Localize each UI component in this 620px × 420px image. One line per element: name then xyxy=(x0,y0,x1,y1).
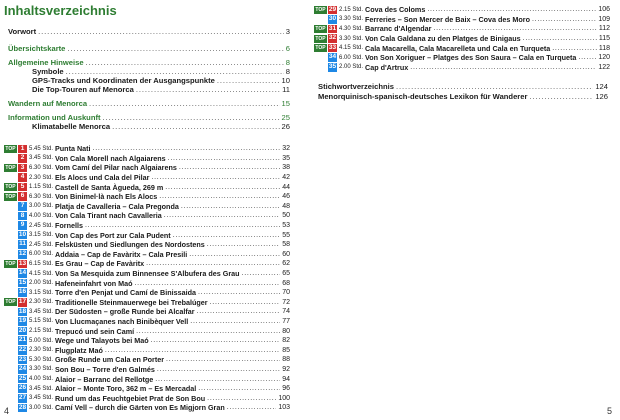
tour-page: 103 xyxy=(278,404,290,412)
tour-number-badge: 28 xyxy=(18,403,27,411)
tour-entry[interactable] xyxy=(4,317,290,327)
tour-page: 80 xyxy=(282,327,290,335)
dot-leader xyxy=(136,86,280,95)
appendix-title: Menorquinisch-spanisch-deutsches Lexikon für Wanderer xyxy=(318,91,528,101)
tour-duration: 6.30 Std. xyxy=(29,164,54,171)
toc-entry[interactable] xyxy=(8,123,290,132)
tour-number-badge: 24 xyxy=(18,365,27,373)
tour-number-badge: 22 xyxy=(18,345,27,353)
tour-entry[interactable] xyxy=(4,173,290,183)
dot-leader xyxy=(86,59,284,68)
dot-leader xyxy=(93,145,281,152)
toc-entry-page: 11 xyxy=(282,85,290,94)
dot-leader xyxy=(85,222,280,229)
tour-number-badge: 31 xyxy=(328,24,337,32)
tour-duration: 2.45 Std. xyxy=(29,222,54,229)
tour-number-badge: 33 xyxy=(328,43,337,51)
tour-name: Cala Macarella, Cala Macarelleta und Cala en Turqueta xyxy=(365,43,551,53)
page-title: Inhaltsverzeichnis xyxy=(4,3,117,18)
dot-leader xyxy=(112,123,279,132)
right-page xyxy=(310,0,620,420)
tour-duration: 3.15 Std. xyxy=(29,289,54,296)
tour-entry[interactable] xyxy=(4,374,290,384)
tour-duration: 2.30 Std. xyxy=(29,347,54,354)
top-tour-badge xyxy=(4,222,17,230)
tour-name: Flugplatz Maó xyxy=(55,345,103,355)
tour-duration: 6.30 Std. xyxy=(29,193,54,200)
tour-page: 122 xyxy=(598,63,610,71)
tour-page: 100 xyxy=(278,394,290,402)
appendix-entry[interactable] xyxy=(318,83,608,92)
tour-page: 58 xyxy=(282,241,290,249)
dot-leader xyxy=(433,25,596,32)
tour-number-badge: 10 xyxy=(18,230,27,238)
dot-leader xyxy=(396,83,593,92)
tour-duration: 3.30 Std. xyxy=(339,35,364,42)
dot-leader xyxy=(136,328,280,335)
tour-name: Von Son Xoriguer – Platges des Son Saura – Cala en Turqueta xyxy=(365,53,577,63)
toc-entry-title: Übersichtskarte xyxy=(8,44,66,53)
dot-leader xyxy=(217,77,280,86)
tour-name: Große Runde um Cala en Porter xyxy=(55,355,165,365)
tour-duration: 5.30 Std. xyxy=(29,356,54,363)
tour-number-badge: 20 xyxy=(18,326,27,334)
tour-entry[interactable] xyxy=(314,15,610,25)
top-tour-badge xyxy=(4,365,17,373)
dot-leader xyxy=(207,241,280,248)
tour-name: Vom Camí del Pilar nach Algaiarens xyxy=(55,163,177,173)
tour-entry[interactable] xyxy=(4,221,290,231)
tour-name: Addaia – Cap de Favàritx – Cala Presili xyxy=(55,249,188,259)
tour-page: 82 xyxy=(282,337,290,345)
dot-leader xyxy=(189,251,280,258)
tour-name: Traditionelle Steinmauerwege bei Trebalúger xyxy=(55,297,208,307)
tour-entry[interactable] xyxy=(4,355,290,365)
tour-duration: 2.00 Std. xyxy=(29,280,54,287)
tour-entry[interactable] xyxy=(4,211,290,221)
tour-page: 85 xyxy=(282,346,290,354)
toc-entry-page: 15 xyxy=(281,99,290,108)
tour-duration: 5.45 Std. xyxy=(29,145,54,152)
tour-duration: 3.15 Std. xyxy=(29,232,54,239)
dot-leader xyxy=(38,28,284,37)
top-tour-badge xyxy=(4,346,17,354)
tour-number-badge: 17 xyxy=(18,298,27,305)
top-tour-badge xyxy=(4,154,17,162)
tour-page: 118 xyxy=(598,44,610,52)
tour-page: 112 xyxy=(598,25,610,33)
tour-duration: 5.15 Std. xyxy=(29,318,54,325)
tour-page: 42 xyxy=(282,174,290,182)
tour-page: 92 xyxy=(282,365,290,373)
tour-duration: 2.30 Std. xyxy=(29,299,54,306)
tour-number-badge: 16 xyxy=(18,288,27,296)
tour-duration: 3.00 Std. xyxy=(29,203,54,210)
top-tour-badge xyxy=(4,356,17,364)
tour-number-badge: 12 xyxy=(18,250,27,258)
top-tour-badge: TOP xyxy=(315,35,326,42)
toc-entry-title: Information und Auskunft xyxy=(8,113,101,122)
tour-entry[interactable] xyxy=(4,384,290,394)
top-tour-badge: TOP xyxy=(5,260,16,267)
tour-entry[interactable] xyxy=(4,393,290,403)
tour-number-badge: 19 xyxy=(18,317,27,325)
top-tour-badge xyxy=(4,250,17,258)
tour-entry[interactable] xyxy=(4,163,290,173)
tour-duration: 3.00 Std. xyxy=(29,404,54,411)
dot-leader xyxy=(410,64,596,71)
dot-leader xyxy=(134,280,280,287)
top-tour-badge xyxy=(4,279,17,287)
dot-leader xyxy=(427,6,596,13)
dot-leader xyxy=(197,308,281,315)
top-tour-badge xyxy=(4,394,17,402)
tour-entry[interactable] xyxy=(4,336,290,346)
tour-number-badge: 1 xyxy=(18,145,27,154)
tour-page: 35 xyxy=(282,154,290,162)
dot-leader xyxy=(190,318,280,325)
dot-leader xyxy=(151,174,280,181)
dot-leader xyxy=(157,366,280,373)
tour-duration: 2.45 Std. xyxy=(29,241,54,248)
tour-duration: 4.15 Std. xyxy=(339,45,364,52)
tour-number-badge: 27 xyxy=(18,393,27,401)
tour-entry[interactable] xyxy=(4,365,290,375)
top-tour-badge xyxy=(4,317,17,325)
tour-number-badge: 30 xyxy=(328,15,337,23)
dot-leader xyxy=(198,385,280,392)
tour-number-badge: 26 xyxy=(18,384,27,392)
tour-name: Von Cap des Port zur Cala Pudent xyxy=(55,230,171,240)
toc-entry[interactable] xyxy=(8,100,290,109)
appendix-entry[interactable] xyxy=(318,93,608,102)
dot-leader xyxy=(181,203,280,210)
tour-name: Wege und Talayots bei Maó xyxy=(55,336,149,346)
top-tour-badge: TOP xyxy=(315,25,326,32)
appendix-list xyxy=(318,83,608,102)
toc-entry-page: 8 xyxy=(285,67,290,76)
tour-duration: 3.45 Std. xyxy=(29,155,54,162)
tour-entry[interactable] xyxy=(314,24,610,34)
tour-name: Trepucó und sein Camí xyxy=(55,326,135,336)
tour-duration: 2.30 Std. xyxy=(29,174,54,181)
tour-name: Son Bou – Torre d'en Galmés xyxy=(55,364,155,374)
toc-entry-title: Allgemeine Hinweise xyxy=(8,58,84,67)
top-tour-badge xyxy=(4,174,17,182)
top-tour-badge xyxy=(4,212,17,220)
top-tour-badge xyxy=(314,63,327,71)
tour-name: Von Binimel·là nach Els Alocs xyxy=(55,192,158,202)
dot-leader xyxy=(227,404,277,411)
top-tour-badge: TOP xyxy=(5,299,16,306)
tour-number-badge: 21 xyxy=(18,336,27,344)
tour-number-badge: 23 xyxy=(18,355,27,363)
page-number-right: 5 xyxy=(606,406,612,416)
tour-duration: 1.15 Std. xyxy=(29,184,54,191)
appendix-page: 126 xyxy=(595,91,608,101)
tour-duration: 2.15 Std. xyxy=(339,6,364,13)
tour-page: 77 xyxy=(282,317,290,325)
top-tour-badge xyxy=(4,308,17,316)
tour-duration: 3.30 Std. xyxy=(29,366,54,373)
tour-duration: 5.00 Std. xyxy=(29,337,54,344)
tour-name: Von Llucmaçanes nach Binibèquer Vell xyxy=(55,316,189,326)
dot-leader xyxy=(146,260,280,267)
tour-name: Cova des Coloms xyxy=(365,5,426,15)
dot-leader xyxy=(166,356,280,363)
dot-leader xyxy=(89,100,280,109)
tour-page: 96 xyxy=(282,385,290,393)
toc-entry-title: Wandern auf Menorca xyxy=(8,99,88,108)
tour-name: Castell de Santa Àgueda, 269 m xyxy=(55,182,164,192)
tour-name: Barranc d'Algendar xyxy=(365,24,432,34)
tour-entry[interactable] xyxy=(4,345,290,355)
top-tour-badge xyxy=(4,241,17,249)
tour-name: Von Cala Galdana zu den Platges de Binigaus xyxy=(365,34,521,44)
appendix-title: Stichwortverzeichnis xyxy=(318,82,394,91)
tour-number-badge: 15 xyxy=(18,278,27,286)
toc-entry[interactable] xyxy=(8,45,290,54)
tour-name: Felsküsten und Siedlungen des Nordostens xyxy=(55,240,205,250)
tour-page: 44 xyxy=(282,183,290,191)
tour-name: Von Sa Mesquida zum Binnensee S'Albufera des Grau xyxy=(55,269,240,279)
tour-name: Von Cala Tirant nach Cavalleria xyxy=(55,211,162,221)
tour-duration: 4.00 Std. xyxy=(29,376,54,383)
toc-entry-title: Vorwort xyxy=(8,27,37,36)
appendix-page: 124 xyxy=(595,82,608,91)
toc-entry-page: 6 xyxy=(285,44,290,53)
tour-entry[interactable] xyxy=(4,298,290,308)
tour-page: 106 xyxy=(598,6,610,14)
tour-page: 53 xyxy=(282,222,290,230)
tour-name: Torre d'en Penjat und Camí de Binissaida xyxy=(55,288,196,298)
tour-name: Fornells xyxy=(55,221,83,231)
dot-leader xyxy=(173,232,281,239)
toc-entry-title: Symbole xyxy=(32,67,64,76)
tour-name: Rund um das Feuchtgebiet Prat de Son Bou xyxy=(55,393,206,403)
dot-leader xyxy=(198,289,280,296)
tour-duration: 3.45 Std. xyxy=(29,395,54,402)
toc-entry-title: GPS-Tracks und Koordinaten der Ausgangspunkte xyxy=(32,76,215,85)
tour-number-badge: 35 xyxy=(328,63,337,71)
top-tour-badge xyxy=(4,289,17,297)
tour-name: Cap d'Artrux xyxy=(365,62,409,72)
top-tour-badge: TOP xyxy=(5,164,16,171)
tour-entry[interactable] xyxy=(4,182,290,192)
tour-number-badge: 9 xyxy=(18,221,27,230)
tour-entry[interactable] xyxy=(4,202,290,212)
dot-leader xyxy=(159,193,280,200)
dot-leader xyxy=(210,299,281,306)
tour-page: 48 xyxy=(282,202,290,210)
tour-number-badge: 32 xyxy=(328,34,337,42)
dot-leader xyxy=(67,45,283,54)
tour-list-left xyxy=(4,144,290,413)
toc-entry-page: 25 xyxy=(281,113,290,122)
tour-page: 65 xyxy=(282,270,290,278)
toc-entry-page: 26 xyxy=(281,122,290,131)
top-tour-badge xyxy=(4,337,17,345)
page-number-left: 4 xyxy=(4,406,10,416)
tour-page: 109 xyxy=(598,15,610,23)
tour-page: 72 xyxy=(282,298,290,306)
dot-leader xyxy=(164,212,280,219)
tour-name: Hafeneinfahrt von Maó xyxy=(55,278,133,288)
tour-entry[interactable] xyxy=(314,63,610,73)
tour-duration: 3.45 Std. xyxy=(29,308,54,315)
tour-number-badge: 2 xyxy=(18,154,27,163)
tour-duration: 6.15 Std. xyxy=(29,260,54,267)
tour-entry[interactable] xyxy=(4,259,290,269)
toc-entry[interactable] xyxy=(8,28,290,37)
toc-entry-title: Klimatabelle Menorca xyxy=(32,122,111,131)
tour-number-badge: 5 xyxy=(18,183,27,192)
tour-number-badge: 3 xyxy=(18,164,27,173)
top-tour-badge xyxy=(4,385,17,393)
dot-leader xyxy=(532,16,596,23)
dot-leader xyxy=(242,270,281,277)
dot-leader xyxy=(151,337,281,344)
tour-name: Der Südosten – große Runde bei Alcalfar xyxy=(55,307,195,317)
top-tour-badge xyxy=(4,270,17,278)
top-tour-badge xyxy=(4,327,17,335)
top-tour-badge xyxy=(314,54,327,62)
tour-entry[interactable] xyxy=(4,250,290,260)
tour-page: 46 xyxy=(282,193,290,201)
toc-entry-page: 3 xyxy=(285,27,290,36)
tour-number-badge: 7 xyxy=(18,202,27,211)
dot-leader xyxy=(105,347,280,354)
dot-leader xyxy=(168,155,281,162)
tour-name: Punta Nati xyxy=(55,144,91,154)
tour-duration: 4.15 Std. xyxy=(29,270,54,277)
tour-entry[interactable] xyxy=(4,403,290,413)
tour-page: 115 xyxy=(598,35,610,43)
tour-entry[interactable] xyxy=(4,192,290,202)
top-tour-badge: TOP xyxy=(5,193,16,200)
tour-page: 88 xyxy=(282,356,290,364)
tour-entry[interactable] xyxy=(314,53,610,63)
tour-entry[interactable] xyxy=(4,288,290,298)
tour-name: Von Cala Morell nach Algaiarens xyxy=(55,153,166,163)
tour-name: Platja de Cavalleria – Cala Pregonda xyxy=(55,201,179,211)
tour-number-badge: 18 xyxy=(18,307,27,315)
dot-leader xyxy=(529,93,593,102)
tour-number-badge: 8 xyxy=(18,212,27,221)
tour-number-badge: 34 xyxy=(328,53,337,61)
tour-page: 60 xyxy=(282,250,290,258)
tour-duration: 2.00 Std. xyxy=(339,64,364,71)
tour-entry[interactable] xyxy=(314,34,610,44)
tour-entry[interactable] xyxy=(4,144,290,154)
dot-leader xyxy=(578,54,596,61)
dot-leader xyxy=(103,114,280,123)
tour-entry[interactable] xyxy=(4,326,290,336)
tour-name: Es Grau – Cap de Favàritx xyxy=(55,259,145,269)
tour-name: Alaior – Monte Toro, 362 m – Es Mercadal xyxy=(55,384,197,394)
tour-duration: 4.30 Std. xyxy=(339,25,364,32)
tour-page: 50 xyxy=(282,212,290,220)
tour-page: 62 xyxy=(282,260,290,268)
tour-name: Alaior – Barranc del Rellotge xyxy=(55,374,154,384)
top-tour-badge: TOP xyxy=(315,45,326,52)
tour-page: 120 xyxy=(598,54,610,62)
dot-leader xyxy=(165,184,280,191)
top-tour-badge xyxy=(4,375,17,383)
dot-leader xyxy=(155,376,280,383)
toc-entry[interactable] xyxy=(8,86,290,95)
tour-duration: 3.30 Std. xyxy=(339,16,364,23)
tour-duration: 2.15 Std. xyxy=(29,328,54,335)
tour-entry[interactable] xyxy=(4,154,290,164)
tour-duration: 3.45 Std. xyxy=(29,385,54,392)
tour-entry[interactable] xyxy=(4,278,290,288)
tour-page: 94 xyxy=(282,375,290,383)
tour-entry[interactable] xyxy=(4,307,290,317)
dot-leader xyxy=(207,395,276,402)
top-tour-badge xyxy=(4,202,17,210)
dot-leader xyxy=(552,45,597,52)
tour-number-badge: 29 xyxy=(328,5,337,13)
tour-number-badge: 13 xyxy=(18,259,27,267)
tour-name: Camí Vell – durch die Gärten von Es Migjorn Gran xyxy=(55,403,225,413)
tour-list-right xyxy=(314,5,610,72)
top-tour-badge: TOP xyxy=(315,6,326,13)
tour-duration: 6.00 Std. xyxy=(339,54,364,61)
tour-name: Ferreries – Son Mercer de Baix – Cova des Moro xyxy=(365,14,530,24)
tour-page: 70 xyxy=(282,289,290,297)
tour-entry[interactable] xyxy=(4,269,290,279)
tour-page: 68 xyxy=(282,279,290,287)
tour-page: 74 xyxy=(282,308,290,316)
tour-number-badge: 4 xyxy=(18,173,27,182)
dot-leader xyxy=(179,164,280,171)
top-tour-badge: TOP xyxy=(5,184,16,191)
tour-number-badge: 6 xyxy=(18,192,27,201)
tour-number-badge: 25 xyxy=(18,374,27,382)
tour-entry[interactable] xyxy=(314,5,610,15)
tour-name: Els Alocs und Cala del Pilar xyxy=(55,173,150,183)
tour-duration: 6.00 Std. xyxy=(29,251,54,258)
toc-entry-title: Die Top-Touren auf Menorca xyxy=(32,85,134,94)
dot-leader xyxy=(523,35,597,42)
toc-entry-page: 10 xyxy=(281,76,290,85)
tour-number-badge: 14 xyxy=(18,269,27,277)
tour-page: 55 xyxy=(282,231,290,239)
top-tour-badge: TOP xyxy=(5,145,16,152)
tour-number-badge: 11 xyxy=(19,240,26,248)
toc-entry-page: 8 xyxy=(285,58,290,67)
top-tour-badge xyxy=(314,15,327,23)
tour-entry[interactable] xyxy=(4,240,290,250)
tour-page: 32 xyxy=(282,145,290,153)
tour-entry[interactable] xyxy=(314,43,610,53)
top-tour-badge xyxy=(4,231,17,239)
tour-entry[interactable] xyxy=(4,230,290,240)
tour-page: 38 xyxy=(282,164,290,172)
tour-duration: 4.00 Std. xyxy=(29,212,54,219)
